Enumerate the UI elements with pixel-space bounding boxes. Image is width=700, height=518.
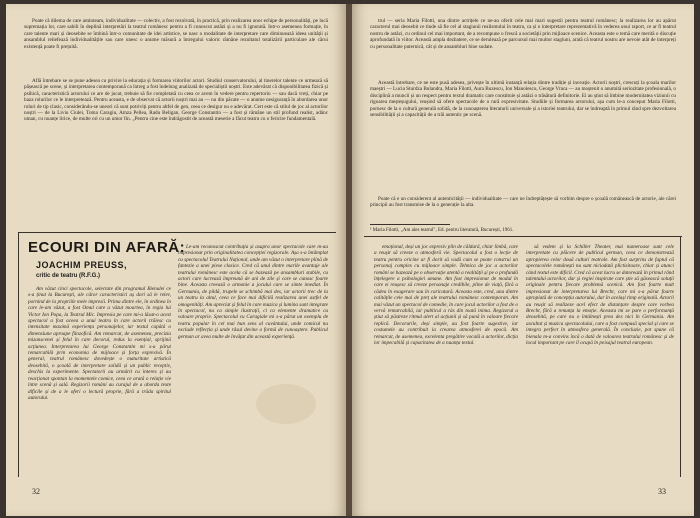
right-column-2: să vedem și la Schiller Theater, mai numeroase sunt cele interpretate cu plăcere de publicul german, ceea ce demonstrează apropierea celor două culturi teatrale. Am fost surprins de faptul că spectacolele românești nu sunt niciodată plictisitoare, chiar și atunci când textul este dificil. Cred că acest lucru se datorează în primul rând talentului actorilor, dar și regiei inspirate care știe să găsească soluții originale pentru fiecare problemă scenică. Am fost foarte mult impresionat de interpretarea lui Brecht, care mi s-a părut foarte apropiată de concepția autorului, dar în același timp originală. Actorii au reușit să realizeze acel efect de distanțare despre care vorbea Brecht, fără a renunța la emoție. Aceasta mi se pare o performanță deosebită, pe care nu o întâlnești prea des nici în Germania. Am ascultat și muzica spectacolului, care a fost compusă special și care se integra perfect în atmosfera generală. În concluzie, pot spune că bienala m-a convins încă o dată de valoarea teatrului românesc și de locul important pe care îl ocupă în peisajul teatral european. — [526, 244, 674, 347]
right-page — [352, 4, 694, 516]
right-top-paragraph: trul — seria Maria Filotti, una dintre actrițele ce ne-au oferit cele mai mari sugestii pentru teatrul românesc; la realizarea lor au apărut caracterul mai deosebit ce tinde să fie cel al stagiunii realismului în teatru, ca și o interpretare reprezentativă în vederea unui raport, ce ar fi teatrul nostru de astăzi, cu ordinul cel mai important, de a recompune o frescă a societății prin mijloace scenice. Aceasta este o temă care merită o discuție aprofundată în viitor. Această ampla dezbatere, ce se derulează pe parcursul mai multor stagiuni, arată că teatrul nostru are nevoie atât de interpreți cu personalitate puternică, cât și de ansambluri bine sudate. — [370, 18, 676, 50]
author-role: critic de teatru (R.F.G.) — [36, 273, 101, 279]
left-page — [6, 4, 346, 516]
left-intro-paragraph-2: Află întrebare se se pune adesea cu privire la educația și formarea viitorilor actori. Studiul conservatorului, al tinerelor talente ce urmează să pășească pe scene, și interpretarea contemporană ca întreg a fost îndelung analizată de specialiștii noștri. Este adevărat că disponibilitatea fizică și psihică, caracteristică actorului ce are de jucat, trebuie să fie completată cu ceea ce avem în vedere pentru repertoriu — sau dacă vreți, chiar pe baza rolurilor ce le interpretează. Pentru aceasta, e de observat că actorii noștri mai au — nu din păcate — o anume nesiguranță în abordarea unor roluri de tip clasic, considerându-se uneori că sunt potriviți pentru altfel de gen, ceea ce desigur nu e adevărat. Cert este că stilul de joc al actorilor noștri — de la Liviu Ciulei, Toma Caragiu, Amza Pellea, Radu Beligan, George Constantin — a fost și rămâne un stil profund realist, adânc uman, cu nuanțe lirice, de multe ori cu un umor fin. „Pentru cine este îndrăgostit de această meserie a făcut teatru cu o fericire fundamentală. — [24, 78, 328, 123]
box-right-rule — [680, 236, 681, 477]
left-column-1: Am văzut cinci spectacole, selectate din programul Bienalei ce s-a ținut la București, ale căror caracteristici aș dori să le relev, pornind de la propriile mele impresii. Prima dintre ele, în ordinea în care le-am văzut, a fost Omul care a văzut moartea, în regia lui Victor Ion Popa, la Teatrul Mic. Impresia pe care mi-a lăsat-o acest spectacol a fost aceea a unui teatru în care actorii trăiesc cu intensitate maximă experiența personajelor, iar textul capătă o dimensiune aproape filozofică. Am remarcat, de asemenea, precizia mizanscenei și felul în care decorul, redus la esențial, sprijină acțiunea. Interpretarea lui George Constantin mi s-a părut remarcabilă prin economia de mijloace și forța expresivă. În general, teatrul românesc dovedește o maturitate artistică deosebită, o școală de interpretare solidă și un public receptiv, deschis la experimente. Spectatorii au urmărit cu interes și au reacționat spontan la momentele comice, ceea ce arată o relație vie între scenă și sală. Regizorii români au curajul de a aborda texte dificile și de a le oferi o lectură proprie, fără a trăda spiritul autorului. — [28, 286, 171, 401]
right-column-1: emoțional, deși un joc expresiv plin de căldură, chiar limbă, care a reușit să creeze o atmosferă vie. Spectacolul a fost o lecție de teatru pentru oricine ar fi dorit să vadă cum se poate construi un personaj complex cu mijloace simple. Tehnica de joc a actorilor români se bazează pe o observație atentă a realității și pe o profundă înțelegere a psihologiei umane. Am fost impresionat de modul în care ei reușesc să creeze personaje credibile, pline de viață, fără a cădea în exagerare sau în caricatură. Aceasta este, cred, una dintre calitățile cele mai de preț ale teatrului românesc contemporan. Am mai văzut un spectacol de comedie, în care jocul actorilor a fost de o vervă remarcabilă, iar publicul a râs din toată inima. Regizorul a știut să păstreze ritmul alert al acțiunii și să pună în valoare fiecare replică. Decorurile, deși simple, au fost foarte sugestive, iar costumele au contribuit la crearea atmosferei de epocă. Am remarcat, de asemenea, excelenta pregătire vocală a actorilor, dicția lor impecabilă și capacitatea de a nuanța textul. — [374, 244, 518, 347]
box-top-rule — [18, 232, 336, 233]
box-top-rule-right — [364, 236, 682, 237]
author-name: JOACHIM PREUSS, — [36, 260, 128, 270]
right-top-paragraph-3: Poate că e un considerent al autenticității — individualitate — care ne îndreptățește să vorbim despre o școală românească de actorie, ale cărei principii au fost transmise de la o generație la alta. — [370, 196, 676, 209]
box-left-rule — [18, 232, 19, 477]
left-intro-paragraph: Poate că dilema de care aminteam, individualitate — colectiv, a fost rezolvată, în practică, prin realizarea unor echipe de personalități, pe lucă supremația lor, care sabili în deplină interpretări la teatrul românesc pentru a fi cunoscut astăzi și a nu fi ignorată. Intr-o asemenea formație, în care talente mari și deosebite se îmbină într-o comunitate de idei artistice, se nasc o modalitate de interpretare care diminuează ideea unității și ansamblul reliefează individualitățile sau care unesc o anume măsură a întregului valoric rămâne rezultatul totalizării particulare ale cărui existență poate fi prețuită. — [24, 18, 328, 50]
page-number-left: 32 — [32, 487, 40, 496]
footnote: ¹ Maria Filotti, „Am ales teatrul", Ed. pentru literatură, București, 1961. — [370, 228, 514, 233]
footnote-rule — [370, 224, 450, 225]
article-title: ECOURI DIN AFARĂ: — [28, 239, 186, 256]
paper-stain — [256, 384, 316, 424]
left-column-2: Le-am recunoscut contribuția și asupra unor spectacole care m-au impresionat prin originalitatea concepției regizorale. Așa s-a întâmplat cu spectacolul Teatrului Național, unde am văzut o interpretare plină de fantezie a unei piese clasice. Cred că unul dintre marile avantaje ale teatrului românesc este acela că se bazează pe ansambluri stabile, cu actori care lucrează împreună de ani de zile și care se cunosc foarte bine. Aceasta creează o armonie a jocului care se simte imediat. În Germania, de pildă, trupele se schimbă mai des, iar actorii trec de la un teatru la altul, ceea ce face mai dificilă realizarea unei astfel de omogenități. Am apreciat și felul în care muzica și lumina sunt integrate în spectacol, nu ca simple ilustrații, ci ca elemente dramatice cu valoare proprie. Spectacolul cu Caragiale mi s-a părut un exemplu de teatru popular în cel mai bun sens al cuvântului, unde comicul nu exclude reflecția și unde râsul devine o formă de cunoaștere. Publicul german ar avea multe de învățat din această experiență. — [178, 244, 328, 340]
page-number-right: 33 — [658, 487, 666, 496]
right-top-paragraph-2: Această întrebare, ce ne este pusă adesea, privește în ultimă instanță relația dintre tradiție și inovație. Actorii noștri, crescuți la școala marilor maeștri — Lucia Sturdza Bulandra, Maria Filotti, Aura Buzescu, Ion Manolescu, George Vraca — au moștenit o anumită seriozitate profesională, o disciplină a muncii și un respect pentru textul dramatic care constituie și astăzi o trăsătură definitorie. Ei au știut să îmbine modernitatea viziunii cu rigoarea meșteșugului, reușind să ofere spectacole de o rară expresivitate. Studiile și formarea actorului, așa cum le-a conceput Maria Filotti, pornesc de la o cultură generală solidă, de la cunoașterea literaturii universale și a istoriei teatrului, dar se îndreaptă în primul rând spre dezvoltarea sensibilității și a capacității de a trăi autentic pe scenă. — [370, 80, 676, 119]
